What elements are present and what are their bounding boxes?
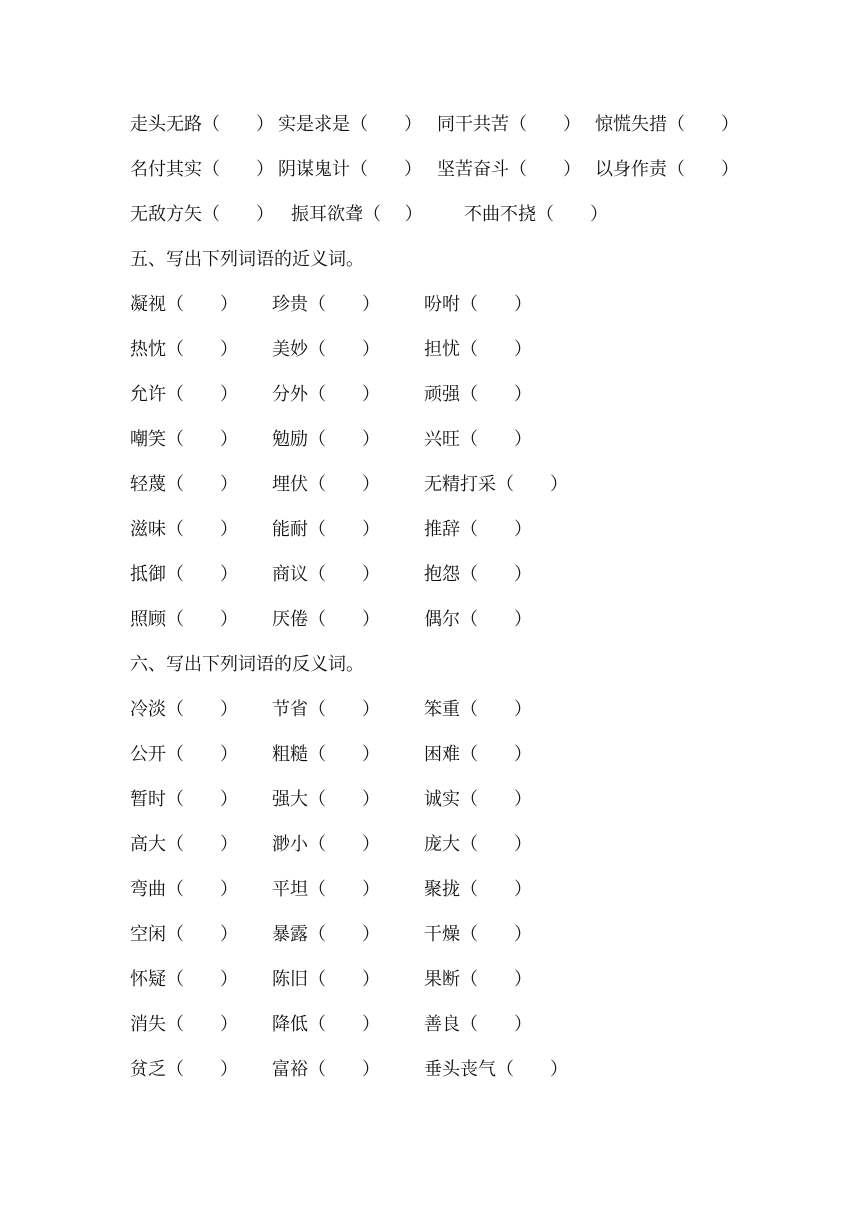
word-item: 果断（ ） <box>424 969 532 990</box>
word-item: 能耐（ ） <box>272 519 380 540</box>
idiom-item: 惊慌失措（ ） <box>595 114 739 135</box>
word-row <box>0 881 860 905</box>
word-item: 轻蔑（ ） <box>130 474 238 495</box>
idiom-item: 实是求是（ ） <box>278 114 422 135</box>
word-item: 强大（ ） <box>272 789 380 810</box>
word-row <box>0 521 860 545</box>
word-item: 垂头丧气（ ） <box>424 1059 568 1080</box>
idiom-row <box>0 116 860 140</box>
word-item: 降低（ ） <box>272 1014 380 1035</box>
word-row <box>0 791 860 815</box>
word-item: 抱怨（ ） <box>424 564 532 585</box>
word-item: 热忱（ ） <box>130 339 238 360</box>
word-item: 平坦（ ） <box>272 879 380 900</box>
idiom-row <box>0 161 860 185</box>
idiom-item: 振耳欲聋（ ） <box>291 204 423 225</box>
word-item: 吩咐（ ） <box>424 294 532 315</box>
word-item: 怀疑（ ） <box>130 969 238 990</box>
word-item: 消失（ ） <box>130 1014 238 1035</box>
word-item: 节省（ ） <box>272 699 380 720</box>
word-item: 兴旺（ ） <box>424 429 532 450</box>
word-row <box>0 611 860 635</box>
word-item: 弯曲（ ） <box>130 879 238 900</box>
word-item: 笨重（ ） <box>424 699 532 720</box>
idiom-row <box>0 206 860 230</box>
word-row <box>0 476 860 500</box>
word-item: 善良（ ） <box>424 1014 532 1035</box>
word-item: 冷淡（ ） <box>130 699 238 720</box>
word-item: 困难（ ） <box>424 744 532 765</box>
word-item: 珍贵（ ） <box>272 294 380 315</box>
word-item: 厌倦（ ） <box>272 609 380 630</box>
idiom-item: 阴谋鬼计（ ） <box>278 159 422 180</box>
section-heading: 五、写出下列词语的近义词。 <box>130 249 364 270</box>
word-item: 推辞（ ） <box>424 519 532 540</box>
word-item: 允许（ ） <box>130 384 238 405</box>
word-item: 富裕（ ） <box>272 1059 380 1080</box>
word-item: 干燥（ ） <box>424 924 532 945</box>
idiom-item: 无敌方矢（ ） <box>130 204 274 225</box>
word-item: 庞大（ ） <box>424 834 532 855</box>
word-item: 无精打采（ ） <box>424 474 568 495</box>
word-item: 陈旧（ ） <box>272 969 380 990</box>
word-item: 照顾（ ） <box>130 609 238 630</box>
word-row <box>0 1016 860 1040</box>
idiom-item: 走头无路（ ） <box>130 114 274 135</box>
word-item: 渺小（ ） <box>272 834 380 855</box>
word-row <box>0 566 860 590</box>
word-item: 公开（ ） <box>130 744 238 765</box>
word-item: 空闲（ ） <box>130 924 238 945</box>
word-row <box>0 836 860 860</box>
word-item: 诚实（ ） <box>424 789 532 810</box>
word-row <box>0 1061 860 1085</box>
word-row <box>0 926 860 950</box>
word-item: 高大（ ） <box>130 834 238 855</box>
word-item: 抵御（ ） <box>130 564 238 585</box>
word-row <box>0 386 860 410</box>
word-item: 嘲笑（ ） <box>130 429 238 450</box>
word-item: 商议（ ） <box>272 564 380 585</box>
word-item: 埋伏（ ） <box>272 474 380 495</box>
section-heading: 六、写出下列词语的反义词。 <box>130 654 364 675</box>
word-item: 勉励（ ） <box>272 429 380 450</box>
idiom-item: 同干共苦（ ） <box>437 114 581 135</box>
word-item: 美妙（ ） <box>272 339 380 360</box>
word-row <box>0 341 860 365</box>
word-row <box>0 746 860 770</box>
idiom-item: 以身作责（ ） <box>595 159 739 180</box>
idiom-item: 坚苦奋斗（ ） <box>437 159 581 180</box>
word-item: 暴露（ ） <box>272 924 380 945</box>
idiom-item: 名付其实（ ） <box>130 159 274 180</box>
word-row <box>0 431 860 455</box>
word-row <box>0 296 860 320</box>
word-item: 暂时（ ） <box>130 789 238 810</box>
word-item: 粗糙（ ） <box>272 744 380 765</box>
word-row <box>0 701 860 725</box>
word-item: 贫乏（ ） <box>130 1059 238 1080</box>
word-item: 凝视（ ） <box>130 294 238 315</box>
word-item: 担忧（ ） <box>424 339 532 360</box>
word-row <box>0 971 860 995</box>
word-item: 顽强（ ） <box>424 384 532 405</box>
word-item: 分外（ ） <box>272 384 380 405</box>
word-item: 滋味（ ） <box>130 519 238 540</box>
idiom-item: 不曲不挠（ ） <box>464 204 608 225</box>
word-item: 聚拢（ ） <box>424 879 532 900</box>
word-item: 偶尔（ ） <box>424 609 532 630</box>
